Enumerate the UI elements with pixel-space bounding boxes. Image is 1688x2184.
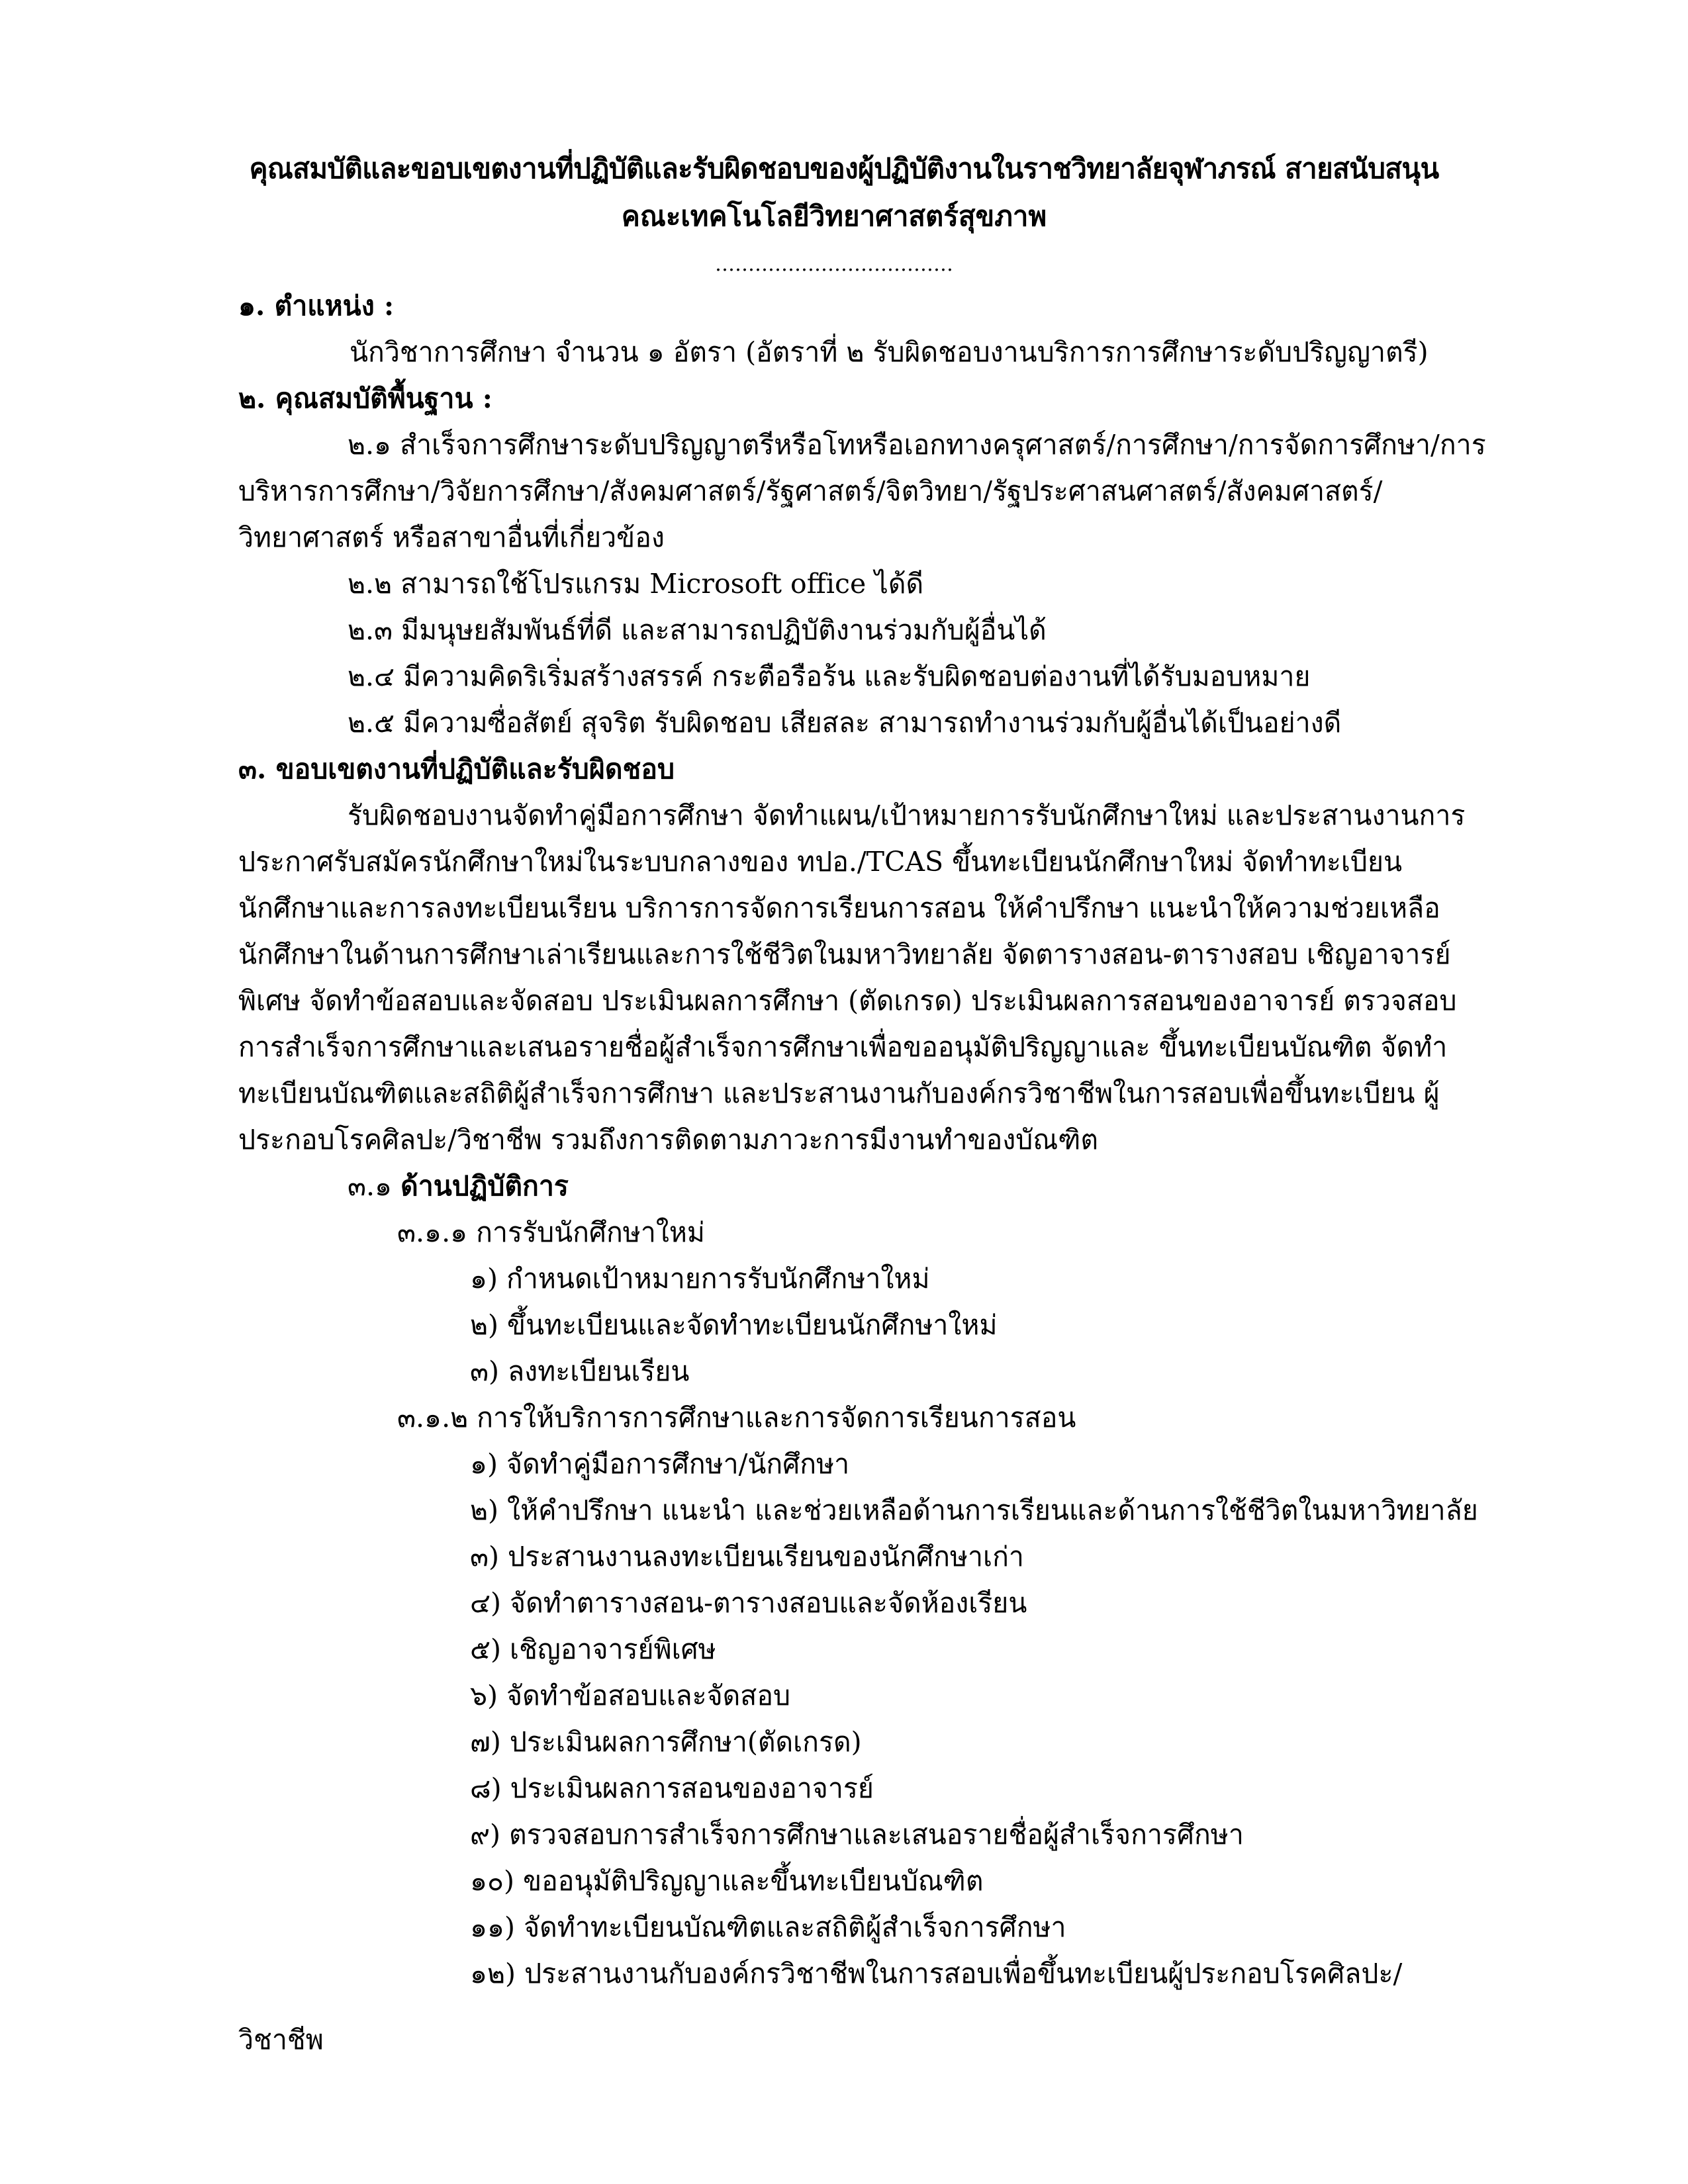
section-3-heading: ๓. ขอบเขตงานที่ปฏิบัติและรับผิดชอบ [238,753,675,785]
list-item: ๗) ประเมินผลการศึกษา(ตัดเกรด) [470,1726,862,1758]
section-2-heading: ๒. คุณสมบัติพื้นฐาน : [238,383,492,414]
list-item: ๔) จัดทำตารางสอน-ตารางสอบและจัดห้องเรียน [470,1587,1027,1619]
scope-paragraph-line: รับผิดชอบงานจัดทำคู่มือการศึกษา จัดทำแผน/เป้าหมายการรับนักศึกษาใหม่ และประสานงานการ [348,799,1466,831]
subsection-3-1-2-heading: ๓.๑.๒ การให้บริการการศึกษาและการจัดการเรียนการสอน [397,1402,1076,1433]
scope-paragraph-line: ทะเบียนบัณฑิตและสถิติผู้สำเร็จการศึกษา และประสานงานกับองค์กรวิชาชีพในการสอบเพื่อขึ้นทะเบียน ผู้ [238,1077,1440,1109]
list-item: ๒) ให้คำปรึกษา แนะนำ และช่วยเหลือด้านการเรียนและด้านการใช้ชีวิตในมหาวิทยาลัย [470,1494,1478,1526]
list-item: ๑๒) ประสานงานกับองค์กรวิชาชีพในการสอบเพื่อขึ้นทะเบียนผู้ประกอบโรคศิลปะ/ [470,1958,1403,1989]
qualification-2-5: ๒.๕ มีความซื่อสัตย์ สุจริต รับผิดชอบ เสียสละ สามารถทำงานร่วมกับผู้อื่นได้เป็นอย่างดี [348,707,1342,739]
document-title-line-2: คณะเทคโนโลยีวิทยาศาสตร์สุขภาพ [621,200,1047,232]
list-item: ๑๐) ขออนุมัติปริญญาและขึ้นทะเบียนบัณฑิต [470,1865,984,1897]
list-item: ๑) กำหนดเป้าหมายการรับนักศึกษาใหม่ [470,1263,930,1295]
title-divider: ……………………………… [715,253,953,276]
qualification-2-2: ๒.๒ สามารถใช้โปรแกรม Microsoft office ได้ดี [348,568,924,600]
list-item: ๓) ประสานงานลงทะเบียนเรียนของนักศึกษาเก่า [470,1541,1024,1572]
scope-paragraph-line: การสำเร็จการศึกษาและเสนอรายชื่อผู้สำเร็จการศึกษาเพื่อขออนุมัติปริญญาและ ขึ้นทะเบียนบัณฑิต จัดทำ [238,1031,1448,1063]
list-item: ๒) ขึ้นทะเบียนและจัดทำทะเบียนนักศึกษาใหม่ [470,1309,998,1341]
qualification-2-1-line-2: บริหารการศึกษา/วิจัยการศึกษา/สังคมศาสตร์/รัฐศาสตร์/จิตวิทยา/รัฐประศาสนศาสตร์/สังคมศาสตร์/ [238,475,1383,507]
scope-paragraph-line: ประกอบโรคศิลปะ/วิชาชีพ รวมถึงการติดตามภาวะการมีงานทำของบัณฑิต [238,1124,1098,1156]
section-1-heading: ๑. ตำแหน่ง : [238,290,395,322]
scope-paragraph-line: นักศึกษาและการลงทะเบียนเรียน บริการการจัดการเรียนการสอน ให้คำปรึกษา แนะนำให้ความช่วยเหลือ [238,892,1440,924]
scope-paragraph-line: นักศึกษาในด้านการศึกษาเล่าเรียนและการใช้ชีวิตในมหาวิทยาลัย จัดตารางสอน-ตารางสอบ เชิญอาจารย์ [238,938,1451,970]
section-1-position-text: นักวิชาการศึกษา จำนวน ๑ อัตรา (อัตราที่ ๒ รับผิดชอบงานบริการการศึกษาระดับปริญญาตรี) [350,336,1429,368]
list-item-continuation: วิชาชีพ [238,2024,324,2056]
list-item: ๘) ประเมินผลการสอนของอาจารย์ [470,1772,874,1804]
scope-paragraph-line: ประกาศรับสมัครนักศึกษาใหม่ในระบบกลางของ ทปอ./TCAS ขึ้นทะเบียนนักศึกษาใหม่ จัดทำทะเบียน [238,846,1402,878]
qualification-2-4: ๒.๔ มีความคิดริเริ่มสร้างสรรค์ กระตือรือร้น และรับผิดชอบต่องานที่ได้รับมอบหมาย [348,660,1311,692]
list-item: ๖) จัดทำข้อสอบและจัดสอบ [470,1680,790,1711]
qualification-2-1-line-3: วิทยาศาสตร์ หรือสาขาอื่นที่เกี่ยวข้อง [238,522,665,553]
subsection-3-1-heading [348,1166,1539,1206]
scope-paragraph-line: พิเศษ จัดทำข้อสอบและจัดสอบ ประเมินผลการศึกษา (ตัดเกรด) ประเมินผลการสอนของอาจารย์ ตรวจสอบ [238,985,1457,1017]
list-item: ๓) ลงทะเบียนเรียน [470,1355,690,1387]
subsection-3-1-number: ๓.๑ [348,1170,401,1202]
list-item: ๕) เชิญอาจารย์พิเศษ [470,1633,716,1665]
document-title-line-1: คุณสมบัติและขอบเขตงานที่ปฏิบัติและรับผิดชอบของผู้ปฏิบัติงานในราชวิทยาลัยจุฬาภรณ์ สายสนับสนุน [249,152,1439,185]
qualification-2-1-line-1: ๒.๑ สำเร็จการศึกษาระดับปริญญาตรีหรือโทหรือเอกทางครุศาสตร์/การศึกษา/การจัดการศึกษา/การ [348,429,1486,461]
subsection-3-1-1-heading: ๓.๑.๑ การรับนักศึกษาใหม่ [397,1216,705,1248]
subsection-3-1-title: ด้านปฏิบัติการ [400,1170,569,1202]
list-item: ๑๑) จัดทำทะเบียนบัณฑิตและสถิติผู้สำเร็จการศึกษา [470,1911,1066,1943]
list-item: ๙) ตรวจสอบการสำเร็จการศึกษาและเสนอรายชื่อผู้สำเร็จการศึกษา [470,1819,1244,1850]
qualification-2-3: ๒.๓ มีมนุษยสัมพันธ์ที่ดี และสามารถปฏิบัติงานร่วมกับผู้อื่นได้ [348,614,1047,646]
list-item: ๑) จัดทำคู่มือการศึกษา/นักศึกษา [470,1448,850,1480]
